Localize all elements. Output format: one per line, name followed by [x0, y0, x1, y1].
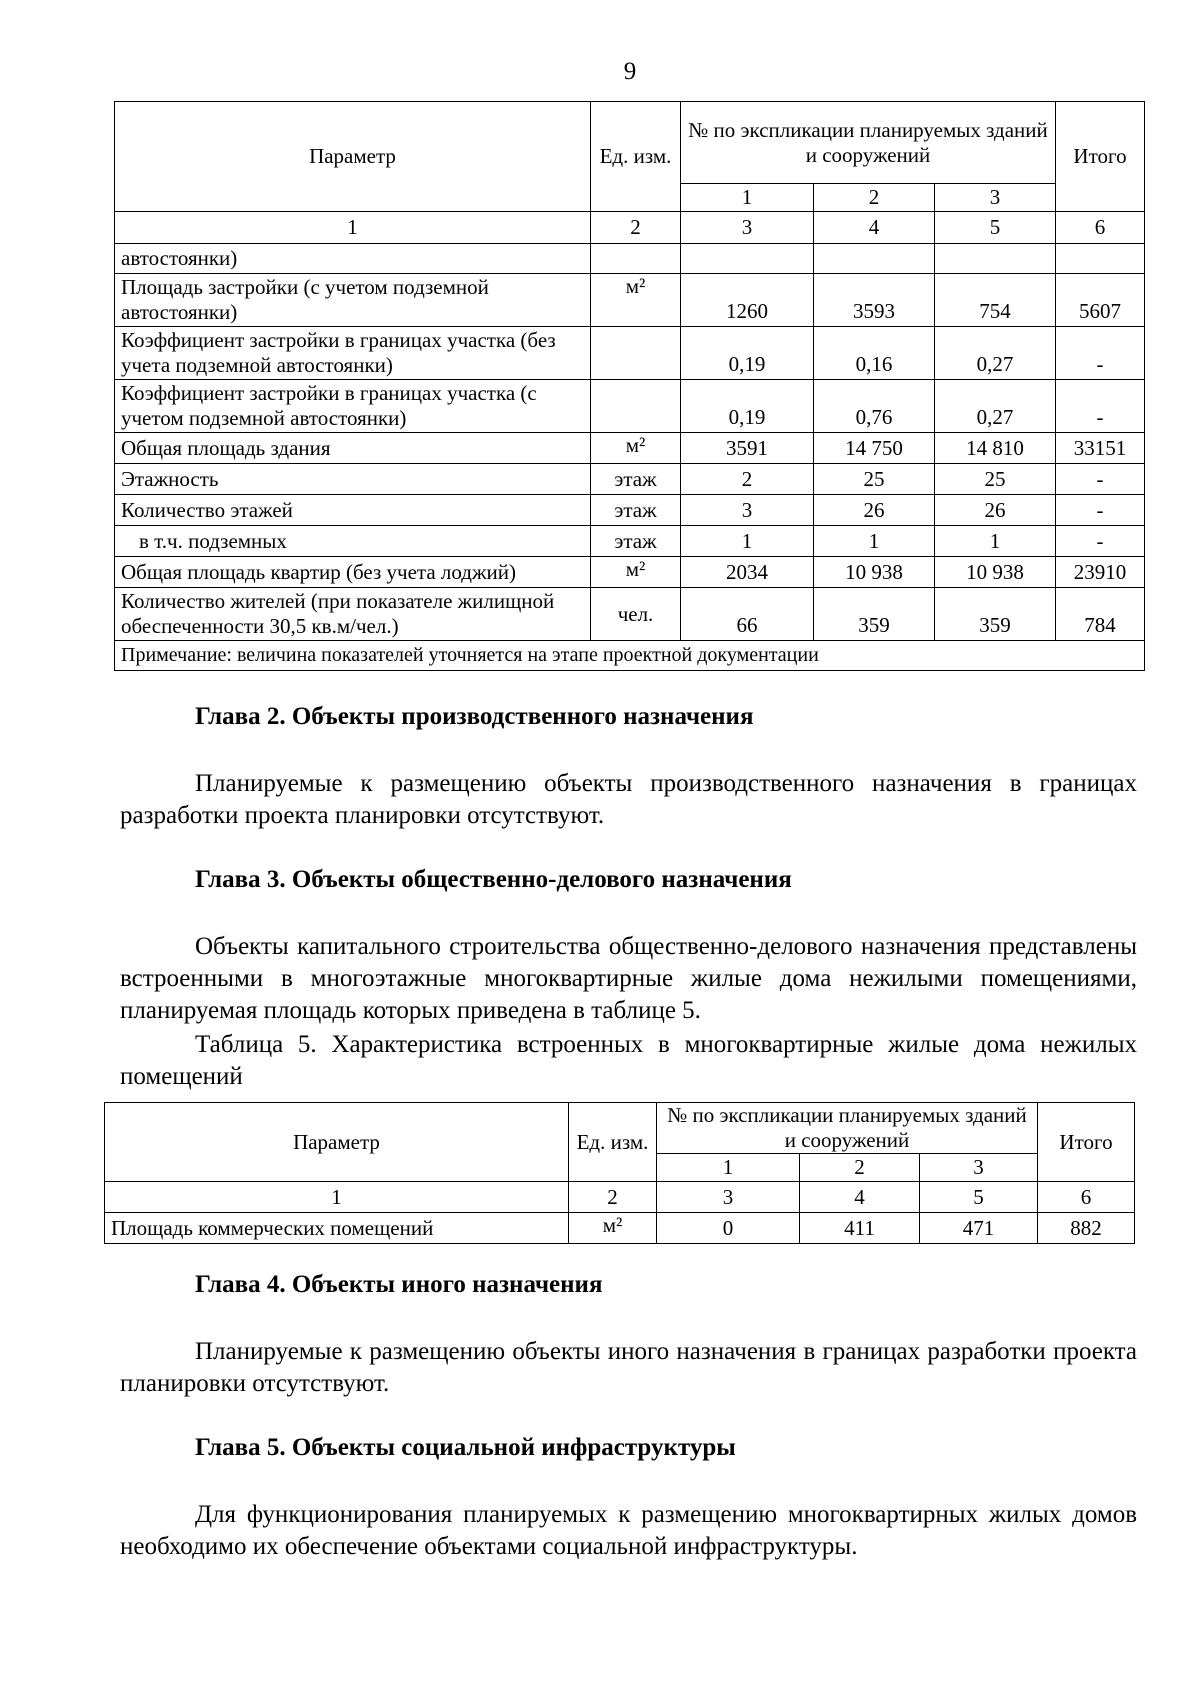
row-unit: чел. — [591, 588, 681, 641]
row-param: Площадь коммерческих помещений — [105, 1213, 569, 1244]
chapter-2-text: Планируемые к размещению объекты производственного назначения в границах разработки проекта планировки отсутствуют. — [120, 770, 1137, 829]
row-value-2 — [814, 244, 935, 274]
table-row — [115, 495, 1145, 526]
table-note-row — [115, 641, 1145, 671]
row-param: Общая площадь здания — [115, 433, 591, 464]
row-total: - — [1056, 495, 1145, 526]
table-row — [115, 327, 1145, 380]
row-value-2: 0,16 — [814, 327, 935, 380]
header-sub-3: 3 — [920, 1154, 1038, 1182]
table-building-indicators — [114, 101, 1145, 671]
header-explication: № по экспликации планируемых зданий и сооружений — [657, 1103, 1038, 1154]
row-param: Этажность — [115, 464, 591, 495]
row-value-1: 1260 — [681, 274, 814, 327]
row-value-2: 359 — [814, 588, 935, 641]
row-total: 23910 — [1056, 557, 1145, 588]
row-total: - — [1056, 327, 1145, 380]
numbering-cell: 5 — [920, 1182, 1038, 1213]
table-row — [115, 244, 1145, 274]
chapter-4-title: Глава 4. Объекты иного назначения — [195, 1271, 603, 1298]
table-row — [115, 526, 1145, 557]
table-numbering-row — [115, 212, 1145, 244]
row-value-1: 2034 — [681, 557, 814, 588]
row-total: 882 — [1038, 1213, 1135, 1244]
row-value-1: 2 — [681, 464, 814, 495]
page-number: 9 — [623, 58, 637, 85]
row-param: в т.ч. подземных — [115, 526, 591, 557]
row-value-3: 0,27 — [935, 327, 1056, 380]
row-unit: м² — [591, 557, 681, 588]
numbering-cell: 3 — [681, 212, 814, 244]
header-total: Итого — [1038, 1103, 1135, 1182]
header-param: Параметр — [105, 1103, 569, 1182]
row-value-3: 471 — [920, 1213, 1038, 1244]
row-unit — [591, 244, 681, 274]
row-unit: этаж — [591, 464, 681, 495]
row-value-3: 10 938 — [935, 557, 1056, 588]
table-row — [115, 380, 1145, 433]
table-note: Примечание: величина показателей уточняется на этапе проектной документации — [115, 641, 1145, 671]
chapter-4-text: Планируемые к размещению объекты иного назначения в границах разработки проекта планировки отсутствуют. — [120, 1338, 1137, 1397]
row-value-3: 26 — [935, 495, 1056, 526]
row-value-2: 26 — [814, 495, 935, 526]
row-unit: м² — [591, 433, 681, 464]
row-value-1: 3591 — [681, 433, 814, 464]
table-numbering-row — [105, 1182, 1135, 1213]
row-param: Коэффициент застройки в границах участка (с учетом подземной автостоянки) — [115, 380, 591, 433]
chapter-5-title: Глава 5. Объекты социальной инфраструктуры — [195, 1434, 736, 1461]
table-5-caption: Таблица 5. Характеристика встроенных в многоквартирные жилые дома нежилых помещений — [120, 1031, 1137, 1090]
header-param: Параметр — [115, 102, 591, 212]
header-unit: Ед. изм. — [569, 1103, 657, 1182]
row-value-1: 1 — [681, 526, 814, 557]
row-value-2: 10 938 — [814, 557, 935, 588]
row-unit — [591, 380, 681, 433]
numbering-cell: 2 — [569, 1182, 657, 1213]
row-value-2: 3593 — [814, 274, 935, 327]
chapter-3-title: Глава 3. Объекты общественно-делового назначения — [195, 866, 792, 893]
row-value-2: 1 — [814, 526, 935, 557]
row-param: автостоянки) — [115, 244, 591, 274]
row-total: - — [1056, 380, 1145, 433]
row-total: - — [1056, 526, 1145, 557]
numbering-cell: 4 — [800, 1182, 920, 1213]
row-total: 5607 — [1056, 274, 1145, 327]
header-explication: № по экспликации планируемых зданий и сооружений — [681, 102, 1056, 184]
numbering-cell: 2 — [591, 212, 681, 244]
header-sub-2: 2 — [814, 184, 935, 212]
numbering-cell: 6 — [1038, 1182, 1135, 1213]
numbering-cell: 4 — [814, 212, 935, 244]
numbering-cell: 6 — [1056, 212, 1145, 244]
chapter-2-title: Глава 2. Объекты производственного назначения — [195, 703, 754, 730]
numbering-cell: 3 — [657, 1182, 800, 1213]
table-row — [115, 464, 1145, 495]
table-row — [115, 433, 1145, 464]
header-total: Итого — [1056, 102, 1145, 212]
row-value-2: 14 750 — [814, 433, 935, 464]
row-param: Коэффициент застройки в границах участка (без учета подземной автостоянки) — [115, 327, 591, 380]
header-unit: Ед. изм. — [591, 102, 681, 212]
table-row — [105, 1213, 1135, 1244]
header-sub-1: 1 — [681, 184, 814, 212]
row-value-3: 14 810 — [935, 433, 1056, 464]
header-sub-1: 1 — [657, 1154, 800, 1182]
table-header-row — [105, 1103, 1135, 1154]
row-total — [1056, 244, 1145, 274]
row-unit: м² — [569, 1213, 657, 1244]
row-unit — [591, 327, 681, 380]
numbering-cell: 5 — [935, 212, 1056, 244]
table-header-row — [115, 102, 1145, 184]
row-value-3 — [935, 244, 1056, 274]
row-value-2: 25 — [814, 464, 935, 495]
row-value-1: 0 — [657, 1213, 800, 1244]
row-param: Площадь застройки (с учетом подземной автостоянки) — [115, 274, 591, 327]
row-value-3: 25 — [935, 464, 1056, 495]
numbering-cell: 1 — [105, 1182, 569, 1213]
row-value-3: 359 — [935, 588, 1056, 641]
chapter-5-text: Для функционирования планируемых к размещению многоквартирных жилых домов необходимо их обеспечение объектами социальной инфраструктуры. — [120, 1501, 1137, 1560]
row-value-3: 1 — [935, 526, 1056, 557]
row-param: Количество жителей (при показателе жилищной обеспеченности 30,5 кв.м/чел.) — [115, 588, 591, 641]
row-param: Количество этажей — [115, 495, 591, 526]
chapter-3-text: Объекты капитального строительства общественно-делового назначения представлены встроенными в многоэтажные многоквартирные жилые дома нежилыми помещениями, планируемая площадь которых приведена в таблице 5. — [120, 933, 1137, 1024]
row-value-1: 3 — [681, 495, 814, 526]
table-row — [115, 557, 1145, 588]
row-value-1: 0,19 — [681, 380, 814, 433]
row-value-3: 0,27 — [935, 380, 1056, 433]
row-value-3: 754 — [935, 274, 1056, 327]
header-sub-3: 3 — [935, 184, 1056, 212]
table-commercial-premises — [104, 1102, 1135, 1244]
row-total: - — [1056, 464, 1145, 495]
row-value-1: 66 — [681, 588, 814, 641]
table-row — [115, 274, 1145, 327]
row-param: Общая площадь квартир (без учета лоджий) — [115, 557, 591, 588]
row-total: 33151 — [1056, 433, 1145, 464]
row-unit: этаж — [591, 526, 681, 557]
table-row — [115, 588, 1145, 641]
row-value-1 — [681, 244, 814, 274]
header-sub-2: 2 — [800, 1154, 920, 1182]
row-value-2: 411 — [800, 1213, 920, 1244]
row-unit: этаж — [591, 495, 681, 526]
numbering-cell: 1 — [115, 212, 591, 244]
row-total: 784 — [1056, 588, 1145, 641]
row-unit: м² — [591, 274, 681, 327]
row-value-2: 0,76 — [814, 380, 935, 433]
row-value-1: 0,19 — [681, 327, 814, 380]
